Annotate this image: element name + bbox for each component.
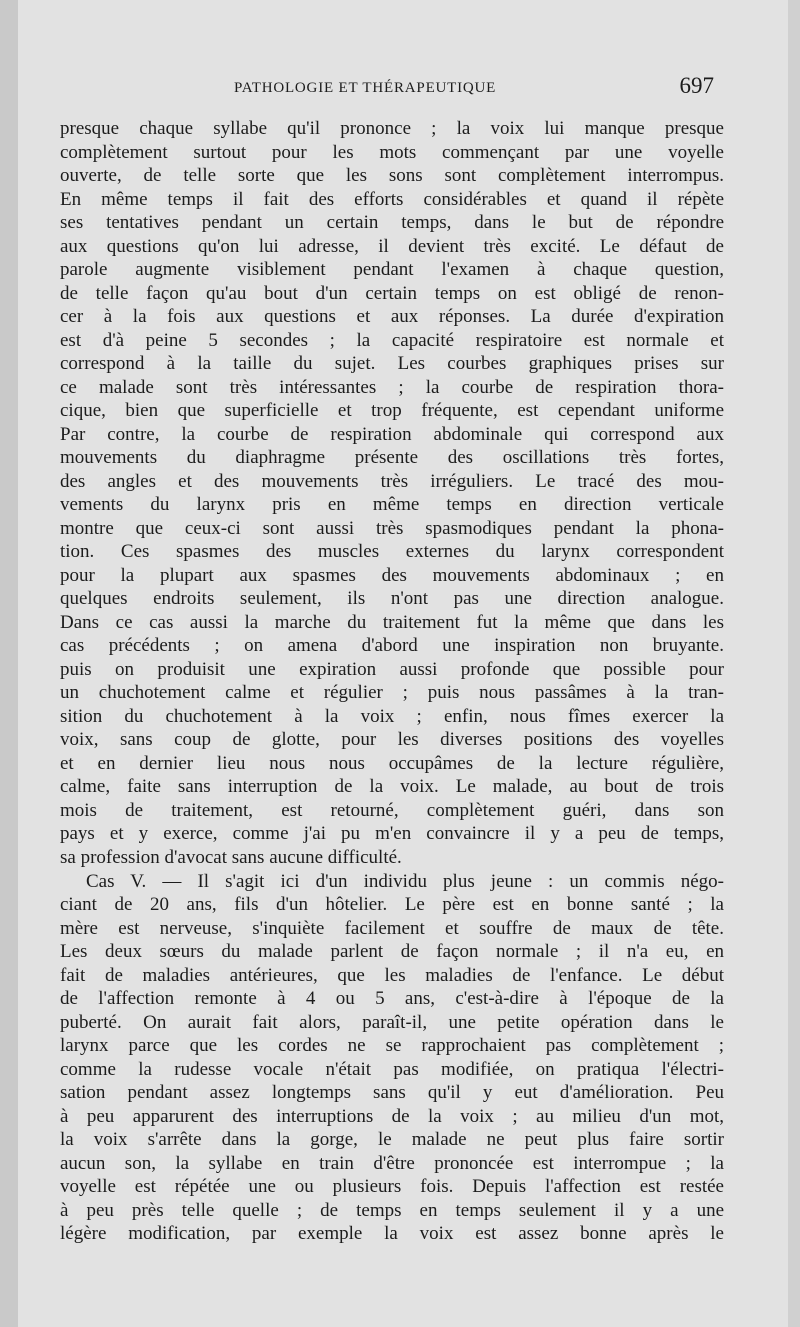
text-line: mouvements du diaphragme présente des oscillations très fortes, <box>60 447 724 469</box>
text-line: cer à la fois aux questions et aux réponses. La durée d'expiration <box>60 306 724 328</box>
text-line: correspond à la taille du sujet. Les courbes graphiques prises sur <box>60 353 724 375</box>
text-line: puberté. On aurait fait alors, paraît-il, une petite opération dans le <box>60 1011 724 1033</box>
text-line: comme la rudesse vocale n'était pas modifiée, on pratiqua l'électri- <box>60 1058 724 1080</box>
running-header <box>234 73 714 100</box>
text-line: cique, bien que superficielle et trop fréquente, est cependant uniforme <box>60 400 724 422</box>
text-line: ciant de 20 ans, fils d'un hôtelier. Le père est en bonne santé ; la <box>60 894 724 916</box>
text-line: ouverte, de telle sorte que les sons sont complètement interrompus. <box>60 165 724 187</box>
text-line: aucun son, la syllabe en train d'être prononcée est interrompue ; la <box>60 1152 724 1174</box>
text-line: pour la plupart aux spasmes des mouvements abdominaux ; en <box>60 564 724 586</box>
text-line: à peu près telle quelle ; de temps en temps seulement il y a une <box>60 1199 724 1221</box>
text-line: puis on produisit une expiration aussi profonde que possible pour <box>60 658 724 680</box>
text-line: mois de traitement, est retourné, complètement guéri, dans son <box>60 799 724 821</box>
page-number: 697 <box>679 73 714 98</box>
text-line: parole augmente visiblement pendant l'examen à chaque question, <box>60 259 724 281</box>
text-line: sition du chuchotement à la voix ; enfin, nous fîmes exercer la <box>60 705 724 727</box>
text-line: quelques endroits seulement, ils n'ont pas une direction analogue. <box>60 588 724 610</box>
text-line: presque chaque syllabe qu'il prononce ; la voix lui manque presque <box>60 118 724 139</box>
text-line: à peu apparurent des interruptions de la voix ; au milieu d'un mot, <box>60 1105 724 1127</box>
text-line: sa profession d'avocat sans aucune difficulté. <box>60 846 402 868</box>
text-line: mère est nerveuse, s'inquiète facilement et souffre de maux de tête. <box>60 917 724 939</box>
text-line: tion. Ces spasmes des muscles externes du larynx correspondent <box>60 541 724 563</box>
text-line: des angles et des mouvements très irréguliers. Le tracé des mou- <box>60 470 724 492</box>
page-gutter-shadow <box>0 0 18 1327</box>
text-line: la voix s'arrête dans la gorge, le malade ne peut plus faire sortir <box>60 1129 724 1151</box>
body-text <box>60 117 724 1246</box>
page-edge-shadow <box>788 0 800 1327</box>
text-line: ses tentatives pendant un certain temps, dans le but de répondre <box>60 212 724 234</box>
text-line: aux questions qu'on lui adresse, il devient très excité. Le défaut de <box>60 235 724 257</box>
text-line: larynx parce que les cordes ne se rapprochaient pas complètement ; <box>60 1035 724 1057</box>
text-line: voyelle est répétée une ou plusieurs fois. Depuis l'affection est restée <box>60 1176 724 1198</box>
text-line: de l'affection remonte à 4 ou 5 ans, c'est-à-dire à l'époque de la <box>60 988 724 1010</box>
text-line: de telle façon qu'au bout d'un certain temps on est obligé de renon- <box>60 282 724 304</box>
text-line: est d'à peine 5 secondes ; la capacité respiratoire est normale et <box>60 329 724 351</box>
text-line: ce malade sont très intéressantes ; la courbe de respiration thora- <box>60 376 724 398</box>
text-line: Par contre, la courbe de respiration abdominale qui correspond aux <box>60 423 724 445</box>
text-line: complètement surtout pour les mots commençant par une voyelle <box>60 141 724 163</box>
text-line: fait de maladies antérieures, que les maladies de l'enfance. Le début <box>60 964 724 986</box>
text-line: légère modification, par exemple la voix est assez bonne après le <box>60 1223 724 1245</box>
text-line: Dans ce cas aussi la marche du traitement fut la même que dans les <box>60 611 724 633</box>
text-line: un chuchotement calme et régulier ; puis nous passâmes à la tran- <box>60 682 724 704</box>
running-title: PATHOLOGIE ET THÉRAPEUTIQUE <box>234 80 497 96</box>
text-line: cas précédents ; on amena d'abord une inspiration non bruyante. <box>60 635 724 657</box>
text-line: calme, faite sans interruption de la voix. Le malade, au bout de trois <box>60 776 724 798</box>
text-line: vements du larynx pris en même temps en direction verticale <box>60 494 724 516</box>
text-line: et en dernier lieu nous nous occupâmes de la lecture régulière, <box>60 752 724 774</box>
text-line: sation pendant assez longtemps sans qu'il y eut d'amélioration. Peu <box>60 1082 724 1104</box>
text-line: Les deux sœurs du malade parlent de façon normale ; il n'a eu, en <box>60 941 724 963</box>
text-line: pays et y exerce, comme j'ai pu m'en convaincre il y a peu de temps, <box>60 823 724 845</box>
text-line: montre que ceux-ci sont aussi très spasmodiques pendant la phona- <box>60 517 724 539</box>
case-heading-line: Cas V. — Il s'agit ici d'un individu plus jeune : un commis négo- <box>86 870 724 892</box>
text-line: En même temps il fait des efforts considérables et quand il répète <box>60 188 724 210</box>
text-line: voix, sans coup de glotte, pour les diverses positions des voyelles <box>60 729 724 751</box>
